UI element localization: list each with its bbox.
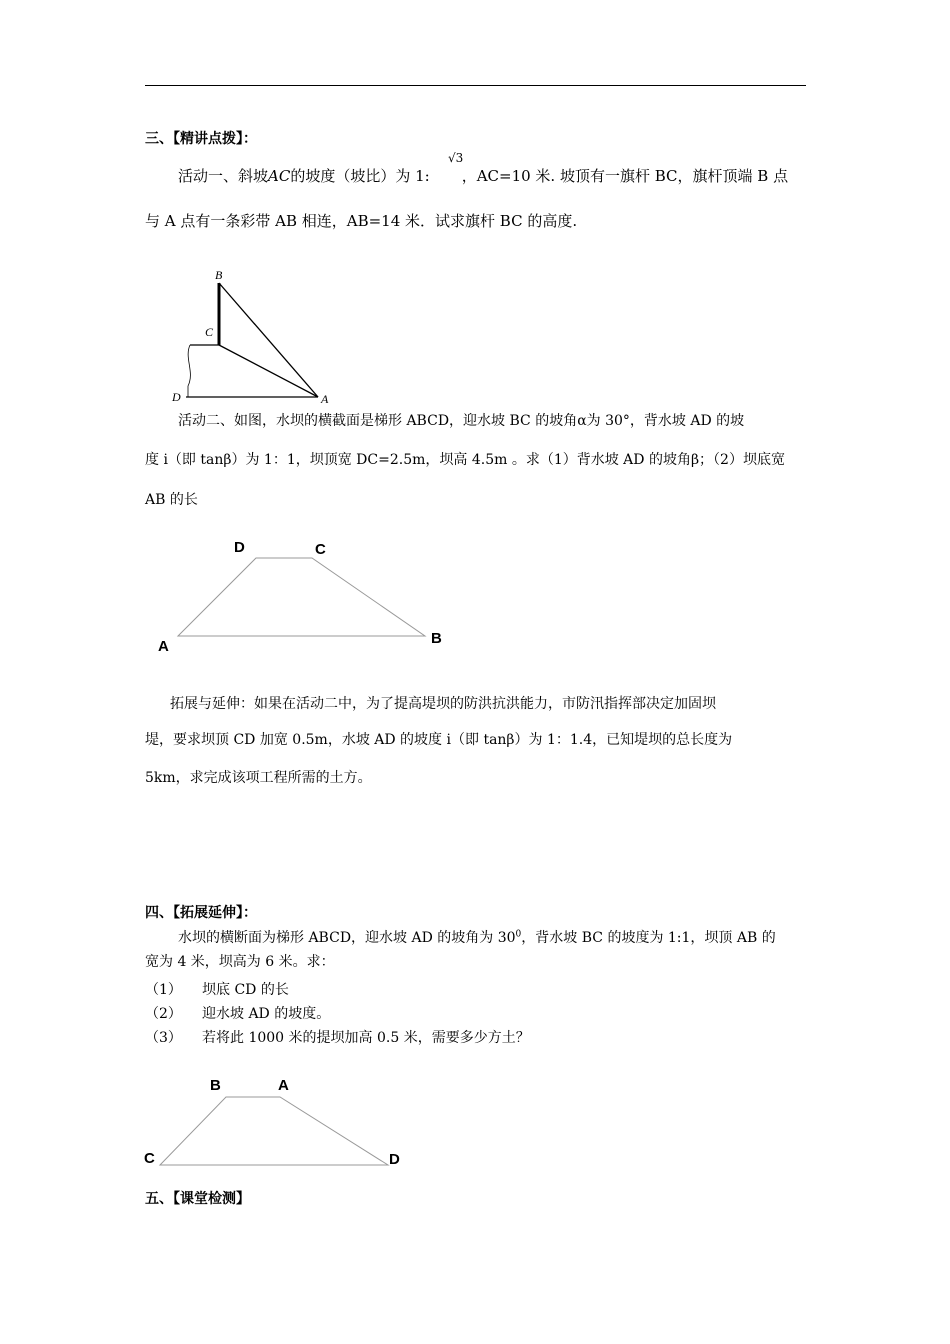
question-num-3: （3） <box>145 1030 182 1046</box>
fig3-label-d: D <box>389 1151 400 1168</box>
question-text-1: 坝底 CD 的长 <box>202 982 289 998</box>
extension-line2: 堤，要求坝顶 CD 加宽 0.5m，水坡 AD 的坡度 i（即 tanβ）为 1：1.4，已知堤坝的总长度为 <box>145 732 733 748</box>
activity1-line1-post: ，AC=10 米. 坡顶有一旗杆 BC，旗杆顶端 B 点 <box>461 167 789 185</box>
question-num-1: （1） <box>145 982 182 998</box>
activity2-line3: AB 的长 <box>145 492 198 508</box>
trapezoid-bacd <box>160 1097 388 1165</box>
activity1-line1-pre: 活动一、斜坡 <box>178 167 269 185</box>
fig2-label-d: D <box>234 539 245 556</box>
section4-line1-post: ，背水坡 BC 的坡度为 1:1，坝顶 AB 的 <box>521 930 776 946</box>
question-num-2: （2） <box>145 1006 182 1022</box>
fig3-label-b: B <box>210 1077 221 1094</box>
section5-heading: 五、【课堂检测】 <box>145 1191 250 1207</box>
question-text-2: 迎水坡 AD 的坡度。 <box>202 1006 331 1022</box>
extension-line1: 拓展与延伸：如果在活动二中，为了提高堤坝的防洪抗洪能力，市防汛指挥部决定加固坝 <box>170 696 716 712</box>
fig3-label-c: C <box>144 1150 155 1167</box>
fig1-label-a: A <box>321 392 329 406</box>
activity2-line2: 度 i（即 tanβ）为 1：1，坝顶宽 DC=2.5m，坝高 4.5m 。求（1）背水坡 AD 的坡角β；（2）坝底宽 <box>145 452 785 468</box>
section3-heading: 三、【精讲点拨】： <box>145 131 257 147</box>
fig1-label-b: B <box>215 268 223 282</box>
fig2-label-a: A <box>158 638 169 655</box>
section4-heading: 四、【拓展延伸】： <box>145 905 257 921</box>
fig1-label-c: C <box>205 325 214 339</box>
question-text-3: 若将此 1000 米的提坝加高 0.5 米，需要多少方土？ <box>202 1030 530 1046</box>
fig1-label-d: D <box>172 390 181 404</box>
fig3-label-a: A <box>278 1077 289 1094</box>
section4-line1-text: 水坝的横断面为梯形 ABCD，迎水坡 AD 的坡角为 30 <box>178 930 516 946</box>
fig2-label-c: C <box>315 541 326 558</box>
extension-line3: 5km，求完成该项工程所需的土方。 <box>145 770 372 786</box>
sqrt3-symbol: √3 <box>448 151 464 165</box>
section4-line2: 宽为 4 米，坝高为 6 米。求： <box>145 954 335 970</box>
activity2-line1: 活动二、如图，水坝的横截面是梯形 ABCD，迎水坡 BC 的坡角α为 30°，背水坡 AD 的坡 <box>178 413 745 429</box>
activity1-ac: AC <box>268 167 291 185</box>
activity1-line1-mid: 的坡度（坡比）为 1: <box>290 167 430 185</box>
fig2-label-b: B <box>431 630 442 647</box>
degree-superscript: 0 <box>515 929 522 940</box>
activity1-line2: 与 A 点有一条彩带 AB 相连，AB=14 米．试求旗杆 BC 的高度. <box>145 212 578 230</box>
